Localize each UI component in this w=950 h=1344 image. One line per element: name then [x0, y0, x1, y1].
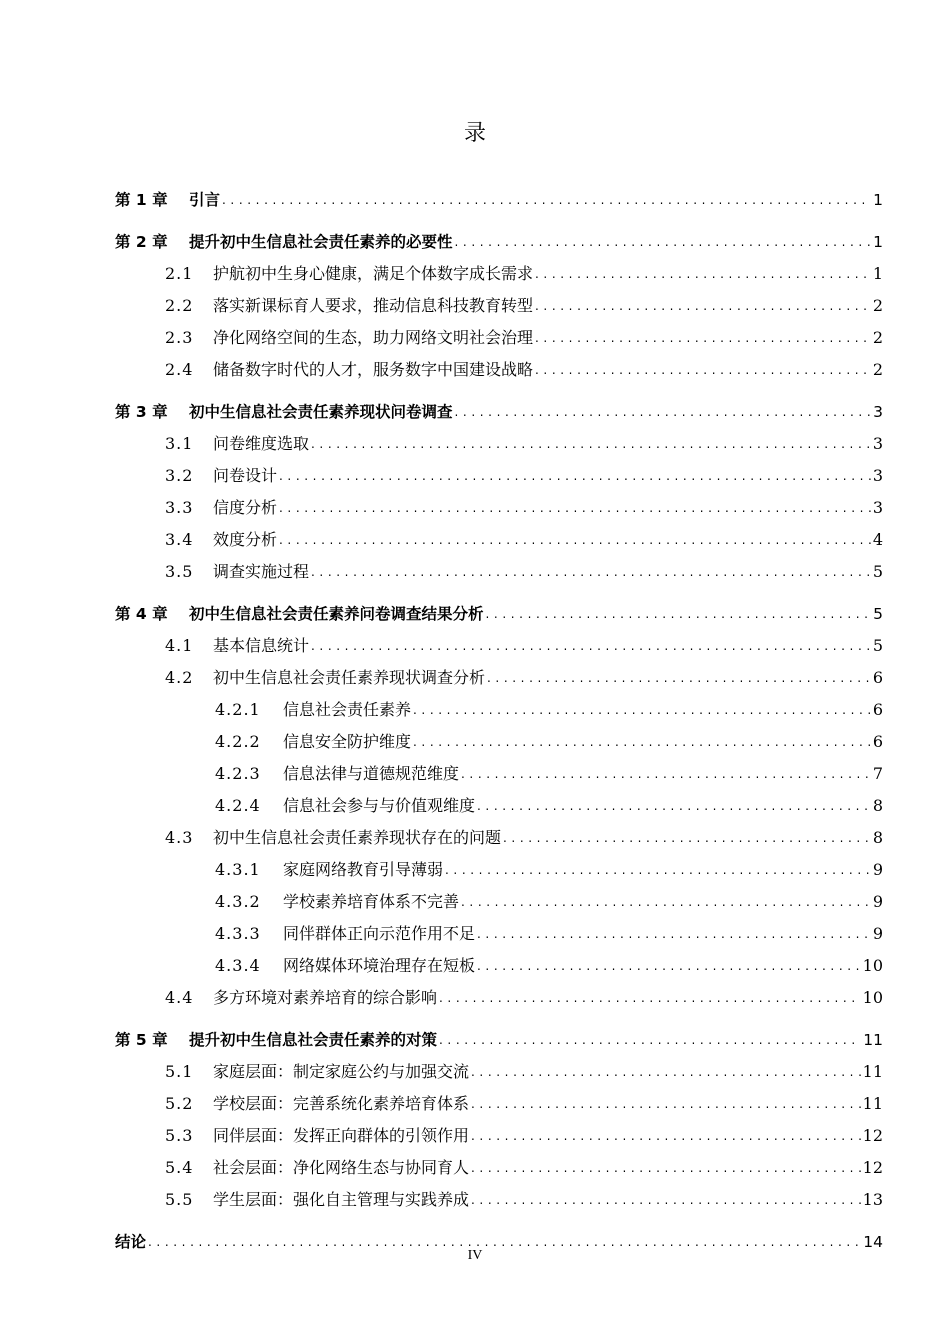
toc-number: 3.1 — [165, 434, 194, 453]
toc-entry-section[interactable] — [115, 550, 883, 582]
dot-leader — [461, 764, 871, 784]
toc-entry-subsection[interactable] — [115, 944, 883, 976]
toc-entry-section[interactable] — [115, 1146, 883, 1178]
dot-leader — [311, 434, 871, 454]
toc-label: 调查实施过程 — [213, 562, 310, 581]
dot-leader — [279, 466, 871, 486]
toc-page: 5 — [872, 562, 883, 581]
dot-leader — [487, 668, 871, 688]
toc-number: 3.3 — [165, 498, 194, 517]
dot-leader — [535, 328, 871, 348]
toc-number: 5.5 — [165, 1190, 194, 1209]
toc-label: 信度分析 — [213, 498, 278, 517]
toc-label: 效度分析 — [213, 530, 278, 549]
toc-entry-section[interactable] — [115, 518, 883, 550]
toc-page: 8 — [872, 796, 883, 815]
toc-entry-section[interactable] — [115, 976, 883, 1008]
dot-leader — [535, 360, 871, 380]
dot-leader — [486, 604, 872, 624]
toc-label: 家庭层面：制定家庭公约与加强交流 — [213, 1062, 470, 1081]
toc-entry-section[interactable] — [115, 656, 883, 688]
toc-entry-section[interactable] — [115, 816, 883, 848]
toc-page: 5 — [873, 605, 883, 623]
dot-leader — [413, 700, 871, 720]
toc-number: 4.2 — [165, 668, 194, 687]
dot-leader — [439, 1030, 861, 1050]
toc-entry-section[interactable] — [115, 1178, 883, 1210]
toc-entry-chapter-4[interactable] — [115, 592, 883, 624]
toc-label: 信息安全防护维度 — [283, 732, 412, 751]
toc-number: 2.2 — [165, 296, 194, 315]
toc-number: 4.3 — [165, 828, 194, 847]
dot-leader — [471, 1126, 861, 1146]
toc-number: 3.2 — [165, 466, 194, 485]
toc-number: 2.1 — [165, 264, 194, 283]
toc-page: 3 — [873, 403, 883, 421]
toc-label: 多方环境对素养培育的综合影响 — [213, 988, 438, 1007]
toc-page: 12 — [862, 1126, 883, 1145]
dot-leader — [222, 190, 871, 210]
toc-entry-subsection[interactable] — [115, 784, 883, 816]
toc-page: 4 — [872, 530, 883, 549]
dot-leader — [471, 1062, 861, 1082]
toc-entry-section[interactable] — [115, 624, 883, 656]
toc-entry-section[interactable] — [115, 1114, 883, 1146]
toc-page: 5 — [872, 636, 883, 655]
toc-label: 问卷设计 — [213, 466, 278, 485]
dot-leader — [311, 636, 871, 656]
toc-number: 4.3.1 — [215, 860, 261, 879]
toc-number: 第 4 章 — [115, 605, 168, 623]
dot-leader — [535, 296, 871, 316]
toc-label: 结论 — [115, 1233, 147, 1251]
toc-number: 第 1 章 — [115, 191, 168, 209]
toc-page: 6 — [872, 668, 883, 687]
dot-leader — [455, 232, 872, 252]
dot-leader — [535, 264, 871, 284]
toc-label: 提升初中生信息社会责任素养的必要性 — [189, 233, 453, 251]
toc-entry-section[interactable] — [115, 486, 883, 518]
page-number-footer: IV — [467, 1248, 483, 1263]
toc-label: 信息社会参与与价值观维度 — [283, 796, 476, 815]
toc-number: 4.4 — [165, 988, 194, 1007]
toc-number: 4.3.4 — [215, 956, 261, 975]
toc-label: 净化网络空间的生态，助力网络文明社会治理 — [213, 328, 534, 347]
toc-label: 学校层面：完善系统化素养培育体系 — [213, 1094, 470, 1113]
toc-number: 5.2 — [165, 1094, 194, 1113]
toc-entry-section[interactable] — [115, 348, 883, 380]
toc-label: 网络媒体环境治理存在短板 — [283, 956, 476, 975]
dot-leader — [471, 1190, 861, 1210]
toc-label: 初中生信息社会责任素养问卷调查结果分析 — [189, 605, 484, 623]
dot-leader — [471, 1158, 861, 1178]
toc-number: 4.2.3 — [215, 764, 261, 783]
toc-page: 6 — [872, 700, 883, 719]
toc-page: 1 — [873, 191, 883, 209]
toc-page: 2 — [872, 360, 883, 379]
toc-entry-chapter-2[interactable] — [115, 220, 883, 252]
toc-entry-subsection[interactable] — [115, 912, 883, 944]
toc-label: 信息社会责任素养 — [283, 700, 412, 719]
toc-number: 4.1 — [165, 636, 194, 655]
toc-label: 学校素养培育体系不完善 — [283, 892, 460, 911]
toc-label: 初中生信息社会责任素养现状存在的问题 — [213, 828, 502, 847]
dot-leader — [503, 828, 871, 848]
toc-page: 11 — [862, 1094, 883, 1113]
toc-number: 4.2.1 — [215, 700, 261, 719]
toc-number: 第 2 章 — [115, 233, 168, 251]
toc-heading: 录 — [463, 121, 486, 146]
dot-leader — [477, 924, 871, 944]
toc-page: 2 — [872, 296, 883, 315]
toc-page: 1 — [872, 264, 883, 283]
toc-number: 第 3 章 — [115, 403, 168, 421]
toc-entry-subsection[interactable] — [115, 688, 883, 720]
toc-number: 5.3 — [165, 1126, 194, 1145]
toc-number: 4.3.2 — [215, 892, 261, 911]
toc-number: 5.4 — [165, 1158, 194, 1177]
toc-label: 同伴群体正向示范作用不足 — [283, 924, 476, 943]
toc-number: 4.2.4 — [215, 796, 261, 815]
toc-entry-chapter-1[interactable] — [115, 178, 883, 210]
dot-leader — [461, 892, 871, 912]
toc-page: 10 — [862, 956, 883, 975]
toc-page: 13 — [862, 1190, 883, 1209]
dot-leader — [477, 956, 861, 976]
toc-label: 学生层面：强化自主管理与实践养成 — [213, 1190, 470, 1209]
toc-page: 6 — [872, 732, 883, 751]
toc-page: 3 — [872, 498, 883, 517]
toc-entry-section[interactable] — [115, 252, 883, 284]
toc-page: 8 — [872, 828, 883, 847]
toc-page: 2 — [872, 328, 883, 347]
toc-page: 14 — [863, 1233, 883, 1251]
dot-leader — [477, 796, 871, 816]
dot-leader — [279, 530, 871, 550]
toc-number: 3.5 — [165, 562, 194, 581]
toc-label: 护航初中生身心健康，满足个体数字成长需求 — [213, 264, 534, 283]
table-of-contents — [115, 178, 883, 1252]
toc-label: 提升初中生信息社会责任素养的对策 — [189, 1031, 438, 1049]
toc-page: 9 — [872, 892, 883, 911]
dot-leader — [413, 732, 871, 752]
toc-entry-section[interactable] — [115, 284, 883, 316]
toc-label: 储备数字时代的人才，服务数字中国建设战略 — [213, 360, 534, 379]
toc-number: 2.4 — [165, 360, 194, 379]
toc-label: 初中生信息社会责任素养现状问卷调查 — [189, 403, 453, 421]
toc-label: 家庭网络教育引导薄弱 — [283, 860, 444, 879]
dot-leader — [311, 562, 871, 582]
toc-entry-section[interactable] — [115, 1082, 883, 1114]
toc-page: 11 — [862, 1062, 883, 1081]
toc-page: 12 — [862, 1158, 883, 1177]
toc-number: 第 5 章 — [115, 1031, 168, 1049]
toc-entry-chapter-3[interactable] — [115, 390, 883, 422]
toc-entry-chapter-5[interactable] — [115, 1018, 883, 1050]
toc-number: 4.3.3 — [215, 924, 261, 943]
toc-number: 3.4 — [165, 530, 194, 549]
toc-number: 5.1 — [165, 1062, 194, 1081]
toc-page: 7 — [872, 764, 883, 783]
toc-label: 落实新课标育人要求，推动信息科技教育转型 — [213, 296, 534, 315]
dot-leader — [471, 1094, 861, 1114]
toc-entry-section[interactable] — [115, 454, 883, 486]
dot-leader — [279, 498, 871, 518]
toc-label: 信息法律与道德规范维度 — [283, 764, 460, 783]
toc-page: 9 — [872, 860, 883, 879]
toc-entry-section[interactable] — [115, 1050, 883, 1082]
dot-leader — [439, 988, 861, 1008]
toc-entry-subsection[interactable] — [115, 720, 883, 752]
toc-number: 2.3 — [165, 328, 194, 347]
toc-label: 同伴层面：发挥正向群体的引领作用 — [213, 1126, 470, 1145]
toc-page: 3 — [872, 434, 883, 453]
toc-label: 基本信息统计 — [213, 636, 310, 655]
toc-number: 4.2.2 — [215, 732, 261, 751]
toc-entry-subsection[interactable] — [115, 880, 883, 912]
toc-page: 1 — [873, 233, 883, 251]
dot-leader — [445, 860, 871, 880]
toc-entry-section[interactable] — [115, 316, 883, 348]
toc-page: 11 — [863, 1031, 883, 1049]
toc-label: 问卷维度选取 — [213, 434, 310, 453]
toc-entry-subsection[interactable] — [115, 752, 883, 784]
toc-entry-section[interactable] — [115, 422, 883, 454]
toc-page: 9 — [872, 924, 883, 943]
toc-page: 10 — [862, 988, 883, 1007]
toc-label: 初中生信息社会责任素养现状调查分析 — [213, 668, 486, 687]
dot-leader — [455, 402, 872, 422]
toc-page: 3 — [872, 466, 883, 485]
toc-entry-subsection[interactable] — [115, 848, 883, 880]
toc-label: 社会层面：净化网络生态与协同育人 — [213, 1158, 470, 1177]
toc-label: 引言 — [189, 191, 221, 209]
